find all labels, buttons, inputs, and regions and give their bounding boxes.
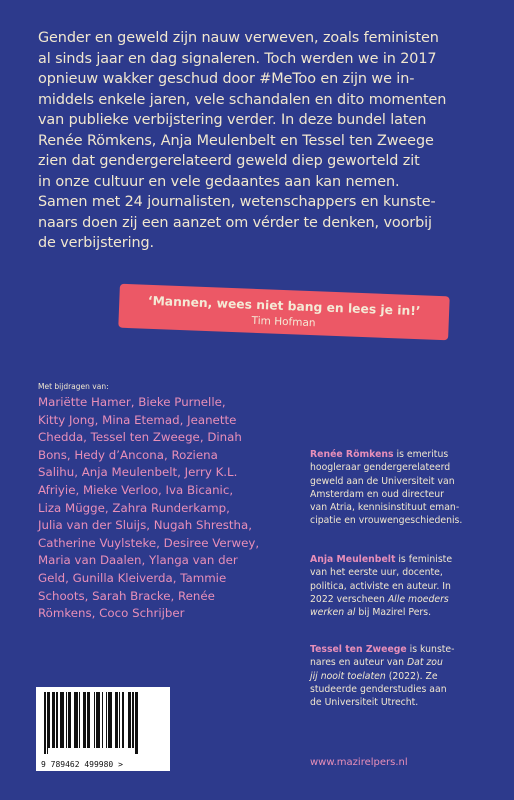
bio-romkens: Renée Römkens is emeritus hoogleraar gendergerelateerd geweld aan de Universiteit van Amsterdam en oud directeur van Atria, kennisinstituut eman- cipatie en vrouwengeschiedenis. [310, 448, 510, 528]
quote-text: ‘Mannen, wees niet bang en lees je in!’ [147, 293, 421, 319]
barcode-digits: 9 789462 499980 [41, 760, 114, 769]
bio-name: Anja Meulenbelt [310, 554, 396, 565]
contributors-label: Met bijdragen van: [38, 382, 109, 391]
barcode-mark: > [118, 760, 123, 769]
back-cover-blurb [38, 28, 484, 254]
barcode-bars-icon [42, 692, 164, 754]
bio-line: studeerde genderstudies aan [310, 683, 447, 695]
contributor-line: Liza Mügge, Zahra Runderkamp, [38, 500, 230, 515]
contributor-line: Geld, Gunilla Kleiverda, Tammie [38, 570, 227, 585]
contributor-line: Römkens, Coco Schrijber [38, 606, 185, 621]
quote-author: Tim Hofman [251, 314, 316, 330]
bio-line: politica, activiste en auteur. In [310, 580, 451, 592]
book-title: werken al [310, 607, 356, 619]
isbn-barcode [36, 687, 170, 771]
blurb-line: opnieuw wakker geschud door #MeToo en zijn we in- [38, 71, 415, 87]
contributor-line: Mariëtte Hamer, Bieke Purnelle, [38, 395, 226, 409]
contributor-line: Catherine Vuylsteke, Desiree Verwey, [38, 535, 260, 550]
blurb-line: al sinds jaar en dag signaleren. Toch werden we in 2017 [38, 50, 437, 67]
blurb-line: Gender en geweld zijn nauw verweven, zoals feministen [38, 30, 439, 46]
bio-line: de Universiteit Utrecht. [310, 697, 419, 709]
blurb-line: de verbijstering. [38, 235, 155, 251]
blurb-line: van publieke verbijstering verder. In deze bundel laten [38, 112, 427, 128]
blurb-line: in onze cultuur en vele gedaantes aan kan nemen. [38, 173, 400, 190]
bio-meulenbelt: Anja Meulenbelt is feministe van het eerste uur, docente, politica, activiste en auteur. In 2022 verscheen Alle moeders werken al bij Mazirel Pers. [310, 553, 510, 619]
quote-sticker [118, 284, 449, 341]
contributor-line: Schoots, Sarah Bracke, Renée [38, 588, 215, 603]
blurb-line: zien dat gendergerelateerd geweld diep geworteld zit [38, 153, 420, 169]
publisher-website[interactable]: www.mazirelpers.nl [310, 757, 408, 768]
bio-line: van het eerste uur, docente, [310, 567, 443, 579]
bio-line: van Atria, kennisinstituut eman- [310, 502, 460, 514]
bio-name: Renée Römkens [310, 449, 394, 460]
bio-line: cipatie en vrouwengeschiedenis. [310, 515, 463, 527]
book-title: Alle moeders [387, 593, 449, 605]
blurb-line: middels enkele jaren, vele schandalen en dito momenten [38, 91, 447, 108]
contributors-list [38, 394, 278, 623]
bio-name: Tessel ten Zweege [310, 644, 407, 655]
contributor-line: Maria van Daalen, Ylanga van der [38, 553, 238, 568]
contributor-line: Bons, Hedy d’Ancona, Roziena [38, 447, 218, 462]
book-title: Dat zou [406, 657, 443, 669]
book-title: jij nooit toelaten [310, 670, 386, 682]
blurb-line: Samen met 24 journalisten, wetenschappers en kunste- [38, 194, 436, 210]
contributor-line: Afriyie, Mieke Verloo, Iva Bicanic, [38, 482, 234, 497]
contributor-line: Chedda, Tessel ten Zweege, Dinah [38, 430, 242, 445]
bio-line: Amsterdam en oud directeur [310, 488, 444, 500]
bio-zweege: Tessel ten Zweege is kunste- nares en auteur van Dat zou jij nooit toelaten (2022). Ze studeerde genderstudies aan de Universiteit Utrecht. [310, 643, 510, 709]
contributor-line: Kitty Jong, Mina Etemad, Jeanette [38, 412, 237, 427]
bio-line: hoogleraar gendergerelateerd [310, 462, 451, 474]
contributor-line: Julia van der Sluijs, Nugah Shrestha, [38, 518, 253, 533]
blurb-line: Renée Römkens, Anja Meulenbelt en Tessel ten Zweege [38, 132, 434, 149]
contributor-line: Salihu, Anja Meulenbelt, Jerry K.L. [38, 465, 238, 480]
blurb-line: naars doen zij een aanzet om vérder te denken, voorbij [38, 214, 432, 231]
bio-line: geweld aan de Universiteit van [310, 475, 455, 487]
